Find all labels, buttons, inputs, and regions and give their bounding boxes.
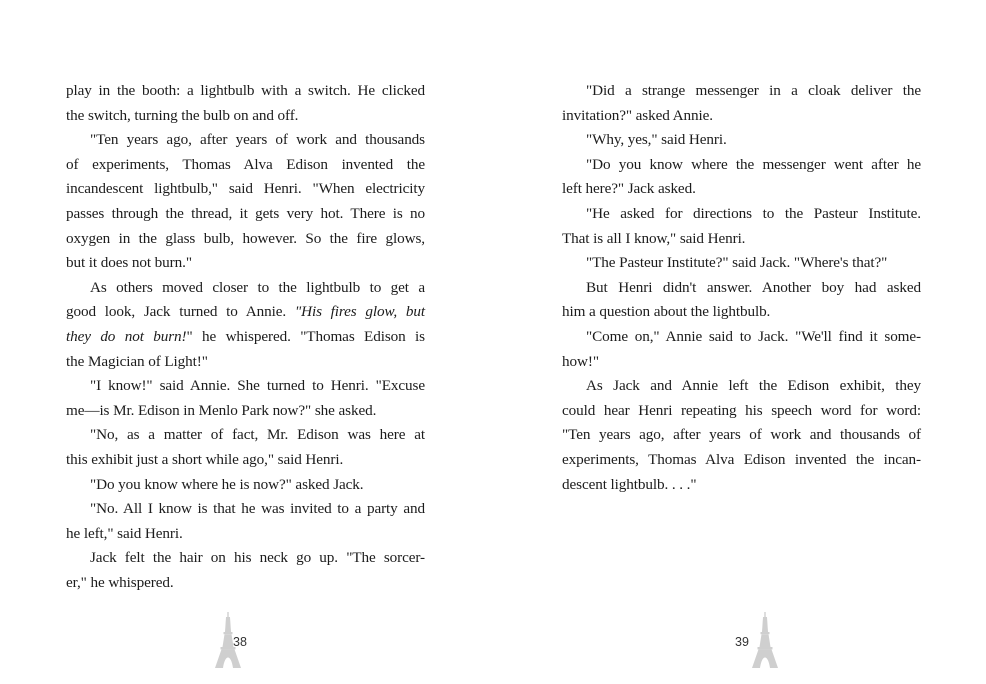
text-line: "Do you know where he is now?" asked Jack. [90, 475, 364, 493]
right-page-footer [733, 612, 793, 670]
text-line: "Why, yes," said Henri. [586, 131, 727, 149]
page-number: 38 [233, 635, 247, 649]
text-line: incandescent lightbulb," said Henri. "When electricity [66, 180, 425, 198]
text-line [66, 325, 425, 350]
text-line: That is all I know," said Henri. [562, 229, 746, 247]
text-line: "The Pasteur Institute?" said Jack. "Where's that?" [586, 254, 888, 272]
text-line: But Henri didn't answer. Another boy had asked [586, 278, 921, 296]
text-line: the Magician of Light!" [66, 352, 208, 370]
text-line: left here?" Jack asked. [562, 180, 696, 198]
eiffel-tower-icon [751, 612, 779, 668]
text-line: "No. All I know is that he was invited to a party and [90, 500, 425, 518]
text-line: invitation?" asked Annie. [562, 106, 713, 124]
text-line: play in the booth: a lightbulb with a switch. He clicked [66, 82, 425, 99]
text-line: "Did a strange messenger in a cloak deliver the [586, 82, 921, 99]
text-line: "Come on," Annie said to Jack. "We'll find it some- [586, 327, 921, 345]
text-line: "No, as a matter of fact, Mr. Edison was here at [90, 426, 425, 444]
right-page-text [562, 79, 921, 497]
text-line: passes through the thread, it gets very hot. There is no [66, 204, 425, 222]
text-line: "Ten years ago, after years of work and thousands of [562, 426, 921, 444]
text-line: descent lightbulb. . . ." [562, 475, 697, 493]
text-line: As others moved closer to the lightbulb to get a [90, 278, 425, 296]
text-line: "Ten years ago, after years of work and thousands [90, 131, 425, 149]
text-line: "I know!" said Annie. She turned to Henri. "Excuse [90, 377, 425, 395]
italic-text: "His fires glow, but [294, 303, 425, 321]
left-page-text [66, 79, 425, 595]
text-line: "Do you know where the messenger went after he [586, 155, 921, 173]
text-run: good look, Jack turned to Annie. [66, 303, 295, 321]
text-line: er," he whispered. [66, 573, 174, 591]
text-line: me—is Mr. Edison in Menlo Park now?" she asked. [66, 401, 377, 419]
text-line: "He asked for directions to the Pasteur Institute. [586, 204, 921, 222]
text-run: " he whispered. "Thomas Edison is [186, 327, 425, 345]
text-line: the switch, turning the bulb on and off. [66, 106, 299, 124]
text-line: As Jack and Annie left the Edison exhibit, they [586, 377, 921, 395]
text-line: this exhibit just a short while ago," said Henri. [66, 450, 344, 468]
text-line: could hear Henri repeating his speech word for word: [562, 401, 921, 419]
text-line: but it does not burn." [66, 254, 192, 272]
text-line: him a question about the lightbulb. [562, 303, 771, 321]
left-page-footer [212, 612, 272, 670]
italic-text: they do not burn! [66, 327, 187, 345]
text-line: how!" [562, 352, 599, 370]
page-number: 39 [735, 635, 749, 649]
text-line: oxygen in the glass bulb, however. So the fire glows, [66, 229, 425, 247]
text-line: he left," said Henri. [66, 524, 183, 542]
text-line [66, 300, 425, 325]
text-line: experiments, Thomas Alva Edison invented the incan- [562, 450, 921, 468]
text-line: of experiments, Thomas Alva Edison invented the [66, 155, 425, 173]
text-line: Jack felt the hair on his neck go up. "The sorcer- [90, 549, 425, 567]
